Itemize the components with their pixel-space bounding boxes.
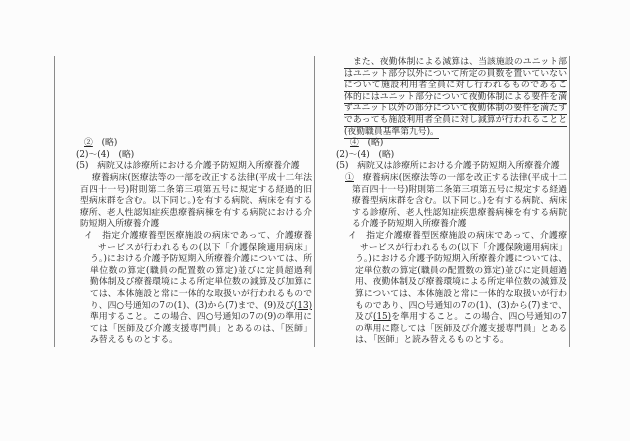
text-segment: を準用すること。この場合、四○号通知の7: [391, 312, 567, 323]
text-segment: また、夜勤体制による減算は、当該施設のユニット部: [352, 57, 567, 67]
text-line: [348, 230, 567, 242]
text-segment: (2)～(4) (略): [76, 149, 135, 160]
text-segment: ては「医師及び介護支援専門員」とあるのは、「医師」: [90, 323, 312, 334]
text-segment: の準用に際しては「医師及び介護支援専門員」とある: [355, 323, 567, 334]
text-line: [76, 160, 300, 172]
text-segment: 勤体制及び療養環境による所定単位数の減算及び加算に: [90, 277, 312, 288]
text-segment: する診療所、老人性認知症疾患療養病棟を有する病院: [352, 207, 567, 218]
text-segment: 型病床群を含む。以下同じ。)を有する病院、病床を有する: [80, 196, 312, 207]
text-segment: う。)における介護予防短期入所療養介護については、所: [90, 254, 312, 265]
text-line: [355, 288, 567, 300]
underlined-text: (15): [373, 312, 392, 323]
center-frame-divider: [314, 56, 315, 347]
text-segment: ものであり、四○号通知の7の(1)、(3)から(7)まで、: [355, 300, 567, 311]
text-segment: (夜勤職員基準第九号)。: [344, 126, 439, 137]
text-segment: (略): [358, 138, 384, 149]
text-segment: はユニット部分以外について所定の員数を置いていない: [344, 68, 567, 79]
text-segment: (5) 病院又は診療所における介護予防短期入所療養介護: [76, 161, 300, 172]
text-line: [355, 253, 567, 265]
text-segment: 療所、老人性認知症疾患療養病棟を有する病院における介: [80, 207, 312, 218]
text-line: [336, 149, 394, 161]
text-segment: 百四十一号)附則第二条第三項第五号に規定する経過的旧: [80, 184, 312, 195]
text-line: [355, 265, 567, 277]
text-line: [352, 184, 567, 196]
text-segment: (5) 病院又は診療所における介護予防短期入所療養介護: [336, 161, 560, 172]
text-line: [84, 230, 312, 242]
text-segment: み替えるものとする。: [90, 335, 178, 346]
left-frame-border: [54, 56, 55, 347]
text-line: [90, 288, 312, 300]
text-line: [90, 253, 312, 265]
text-segment: イ 指定介護療養型医療施設の病床であって、介護療養: [84, 231, 312, 241]
text-segment: について施設利用者全員に対し行われるものであるこ: [344, 80, 567, 91]
text-line: [355, 323, 567, 335]
text-segment: ずユニット以外の部分について夜勤体制の要件を満たす: [344, 103, 567, 114]
text-line: [90, 334, 178, 346]
text-line: [345, 172, 567, 184]
underlined-text: (13): [293, 300, 312, 311]
text-line: [98, 242, 312, 254]
text-segment: 体的にはユニット部分について夜勤体制による要件を満: [344, 91, 567, 102]
text-segment: 準用すること。この場合、四○号通知の7の(9)の準用に: [90, 312, 312, 323]
text-line: [355, 334, 509, 346]
text-segment: 療養病床(医療法等の一部を改正する法律(平成十二年法: [92, 173, 312, 183]
text-line: [80, 195, 312, 207]
text-segment: 単位数の算定(職員の配置数の算定)並びに定員超過利: [90, 265, 312, 276]
text-line: [80, 218, 159, 230]
text-line: [360, 242, 567, 254]
text-segment: (略): [92, 138, 118, 149]
text-segment: は、「医師」と読み替えるものとする。: [355, 335, 509, 346]
text-line: [352, 207, 567, 219]
text-line: [84, 137, 117, 149]
text-line: [355, 311, 567, 323]
text-line: [80, 184, 312, 196]
text-line: [90, 265, 312, 277]
text-line: [76, 149, 134, 161]
text-line: [355, 300, 567, 312]
text-line: [350, 137, 383, 149]
text-segment: り、四○号通知の7の(1)、(3)から(7)まで、(9)及び: [90, 300, 294, 311]
text-segment: う。)における介護予防短期入所療養介護については、: [355, 254, 567, 265]
text-line: [90, 300, 312, 312]
text-segment: 第百四十一号)附則第二条第三項第五号に規定する経過: [352, 184, 567, 195]
text-line: [90, 323, 312, 335]
text-segment: 防短期入所療養介護: [80, 219, 160, 230]
text-segment: サービスが行われるもの(以下「介護保険適用病床」: [98, 242, 312, 253]
text-segment: イ 指定介護療養型医療施設の病床であって、介護療: [348, 231, 567, 241]
underlined-text: ②: [84, 138, 93, 149]
text-segment: (2)～(4) (略): [336, 149, 395, 160]
text-segment: 療養型病床群を含む。以下同じ。)を有する病院、病床: [352, 196, 567, 207]
text-line: [90, 276, 312, 288]
text-line: [352, 195, 567, 207]
text-segment: る介護予防短期入所療養介護: [352, 219, 467, 230]
text-line: [355, 276, 567, 288]
text-line: [352, 218, 466, 230]
text-line: [80, 207, 312, 219]
text-segment: ては、本体施設と常に一体的な取扱いが行われるもので: [90, 289, 312, 299]
text-segment: 療養病床(医療法等の一部を改正する法律(平成十二: [362, 173, 567, 183]
underlined-text: ①: [345, 173, 354, 183]
text-segment: サービスが行われるもの(以下「介護保険適用病床」: [360, 242, 567, 253]
text-segment: であっても施設利用者全員に対し減算が行われることと: [344, 115, 567, 125]
text-segment: 定単位数の算定(職員の配置数の算定)並びに定員超過: [355, 265, 567, 276]
text-segment: 算については、本体施設と常に一体的な取扱いが行わ: [355, 289, 567, 299]
text-line: [90, 311, 312, 323]
text-line: [336, 160, 560, 172]
right-frame-border: [569, 56, 570, 347]
text-line: [92, 172, 312, 184]
text-segment: 用、夜勤体制及び療養環境による所定単位数の減算及: [355, 277, 567, 288]
text-segment: 及び: [355, 312, 374, 323]
underlined-text: ④: [350, 138, 359, 149]
